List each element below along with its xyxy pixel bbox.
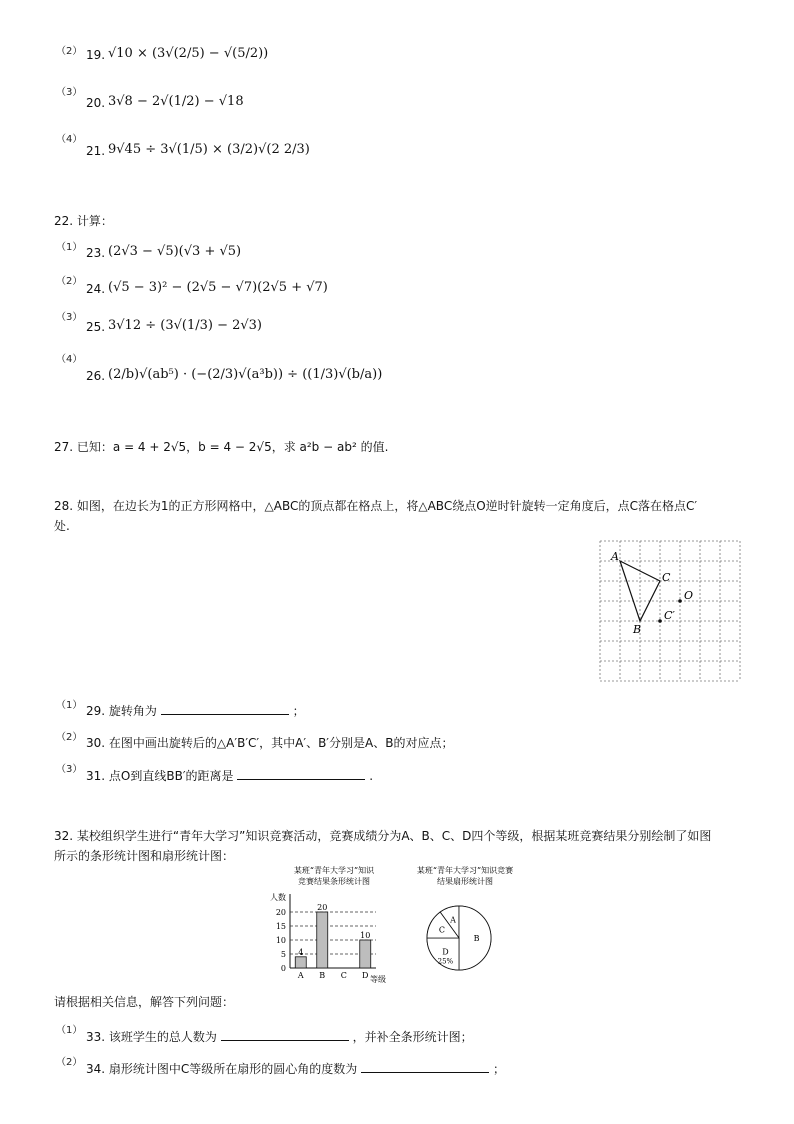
expression-q23: (2√3 − √5)(√3 + √5) xyxy=(108,244,242,259)
question-number-25: 25. xyxy=(86,320,106,334)
question-31 xyxy=(86,767,373,784)
sub-label-q23: （1） xyxy=(56,242,83,253)
sub-label-q19: （2） xyxy=(56,46,83,57)
question-29 xyxy=(86,702,305,719)
question-28-line2: 处. xyxy=(54,519,70,533)
question-number-33: 33. xyxy=(86,1030,106,1044)
question-22-title: 22. 计算： xyxy=(54,214,113,228)
pie-annotation-d: 25% xyxy=(437,957,454,966)
bar-value-label: 10 xyxy=(360,931,371,940)
expression-q20: 3√8 − 2√(1/2) − √18 xyxy=(108,94,244,109)
label-o: O xyxy=(684,589,694,602)
question-32-text xyxy=(54,826,754,866)
pie-chart-marks xyxy=(427,906,491,970)
question-number-30: 30. xyxy=(86,736,106,750)
bar-value-label: 20 xyxy=(317,903,328,912)
question-number-26: 26. xyxy=(86,369,106,383)
question-34-text: 扇形统计图中C等级所在扇形的圆心角的度数为 xyxy=(108,1062,358,1076)
question-33 xyxy=(86,1028,473,1045)
bar-category-label: A xyxy=(297,971,304,980)
bar-category-label: B xyxy=(319,971,326,980)
label-b: B xyxy=(633,623,642,636)
pie-label-b: B xyxy=(473,934,480,943)
question-29-tail: ； xyxy=(292,704,305,718)
question-28-line1: 28. 如图，在边长为1的正方形网格中，△ABC的顶点都在格点上，将△ABC绕点O逆时针旋转一定角度后，点C落在格点C′ xyxy=(54,499,698,513)
pie-chart xyxy=(405,862,535,986)
question-34-tail: ； xyxy=(492,1062,505,1076)
sub-label-q26: （4） xyxy=(56,354,83,365)
point-c-prime xyxy=(658,619,662,623)
question-32-line2: 所示的条形统计图和扇形统计图： xyxy=(54,849,235,863)
answer-blank-29[interactable] xyxy=(161,702,289,715)
sub-label-q34: （2） xyxy=(56,1057,83,1068)
question-30 xyxy=(86,734,453,751)
bar-chart-title-line2: 竞赛结果条形统计图 xyxy=(298,877,370,886)
sub-label-q29: （1） xyxy=(56,700,83,711)
sub-label-q21: （4） xyxy=(56,134,83,145)
bar-y-tick-label: 5 xyxy=(280,950,286,959)
bar-a xyxy=(295,957,306,968)
question-number-23: 23. xyxy=(86,246,106,260)
question-number-24: 24. xyxy=(86,282,106,296)
question-number-19: 19. xyxy=(86,48,106,62)
label-a: A xyxy=(611,550,619,563)
bar-chart-ylabel: 人数 xyxy=(270,893,286,902)
sub-label-q31: （3） xyxy=(56,764,83,775)
question-number-29: 29. xyxy=(86,704,106,718)
answer-blank-31[interactable] xyxy=(237,767,365,780)
answer-blank-33[interactable] xyxy=(221,1028,349,1041)
sub-label-q30: （2） xyxy=(56,732,83,743)
question-30-text: 在图中画出旋转后的△A′B′C′，其中A′、B′分别是A、B的对应点； xyxy=(108,736,454,750)
sub-label-q24: （2） xyxy=(56,276,83,287)
question-29-text: 旋转角为 xyxy=(108,704,157,718)
pie-label-a: A xyxy=(450,915,456,925)
label-c-prime: C′ xyxy=(664,609,675,622)
pie-chart-title-line1: 某班“青年大学习”知识竞赛 xyxy=(416,866,514,875)
question-34 xyxy=(86,1060,505,1077)
question-33-tail: ，并补全条形统计图； xyxy=(352,1030,473,1044)
bar-y-tick-label: 10 xyxy=(275,936,286,945)
pie-label-d: D xyxy=(442,947,449,957)
question-31-tail: . xyxy=(369,769,374,783)
bar-chart-xlabel: 等级 xyxy=(370,975,386,984)
question-27: 27. 已知：a = 4 + 2√5，b = 4 − 2√5，求 a²b − ab² 的值. xyxy=(54,440,389,454)
pie-label-c: C xyxy=(438,925,445,935)
bar-b xyxy=(317,912,328,968)
point-o xyxy=(678,599,682,603)
bar-chart xyxy=(258,862,398,986)
label-c: C xyxy=(662,571,671,584)
question-number-21: 21. xyxy=(86,144,106,158)
grid-figure xyxy=(598,539,744,685)
bar-y-tick-label: 15 xyxy=(275,922,286,931)
question-number-31: 31. xyxy=(86,769,106,783)
expression-q24: (√5 − 3)² − (2√5 − √7)(2√5 + √7) xyxy=(108,280,328,295)
bar-y-tick-label: 0 xyxy=(280,964,286,973)
question-number-34: 34. xyxy=(86,1062,106,1076)
sub-label-q25: （3） xyxy=(56,312,83,323)
sub-label-q20: （3） xyxy=(56,87,83,98)
question-28-text xyxy=(54,496,754,536)
pie-chart-title-line2: 结果扇形统计图 xyxy=(437,877,493,886)
sub-label-q33: （1） xyxy=(56,1025,83,1036)
bar-category-label: D xyxy=(362,971,369,980)
question-33-text: 该班学生的总人数为 xyxy=(108,1030,217,1044)
expression-q21: 9√45 ÷ 3√(1/5) × (3/2)√(2 2/3) xyxy=(108,142,310,157)
bar-d xyxy=(360,940,371,968)
question-number-20: 20. xyxy=(86,96,106,110)
question-32-line1: 32. 某校组织学生进行“青年大学习”知识竞赛活动，竞赛成绩分为A、B、C、D四个等级，根据某班竞赛结果分别绘制了如图 xyxy=(54,829,712,843)
question-31-text: 点O到直线BB′的距离是 xyxy=(108,769,234,783)
expression-q19: √10 × (3√(2/5) − √(5/2)) xyxy=(108,46,269,61)
bar-value-label: 4 xyxy=(298,947,304,957)
expression-q25: 3√12 ÷ (3√(1/3) − 2√3) xyxy=(108,318,263,333)
bar-category-label: C xyxy=(340,971,347,980)
question-32-hint: 请根据相关信息，解答下列问题： xyxy=(54,995,235,1009)
answer-blank-34[interactable] xyxy=(361,1060,489,1073)
expression-q26: (2/b)√(ab⁵) · (−(2/3)√(a³b)) ÷ ((1/3)√(b/a)) xyxy=(108,367,383,382)
bar-y-tick-label: 20 xyxy=(275,908,286,917)
bar-chart-title-line1: 某班“青年大学习”知识 xyxy=(293,866,375,875)
